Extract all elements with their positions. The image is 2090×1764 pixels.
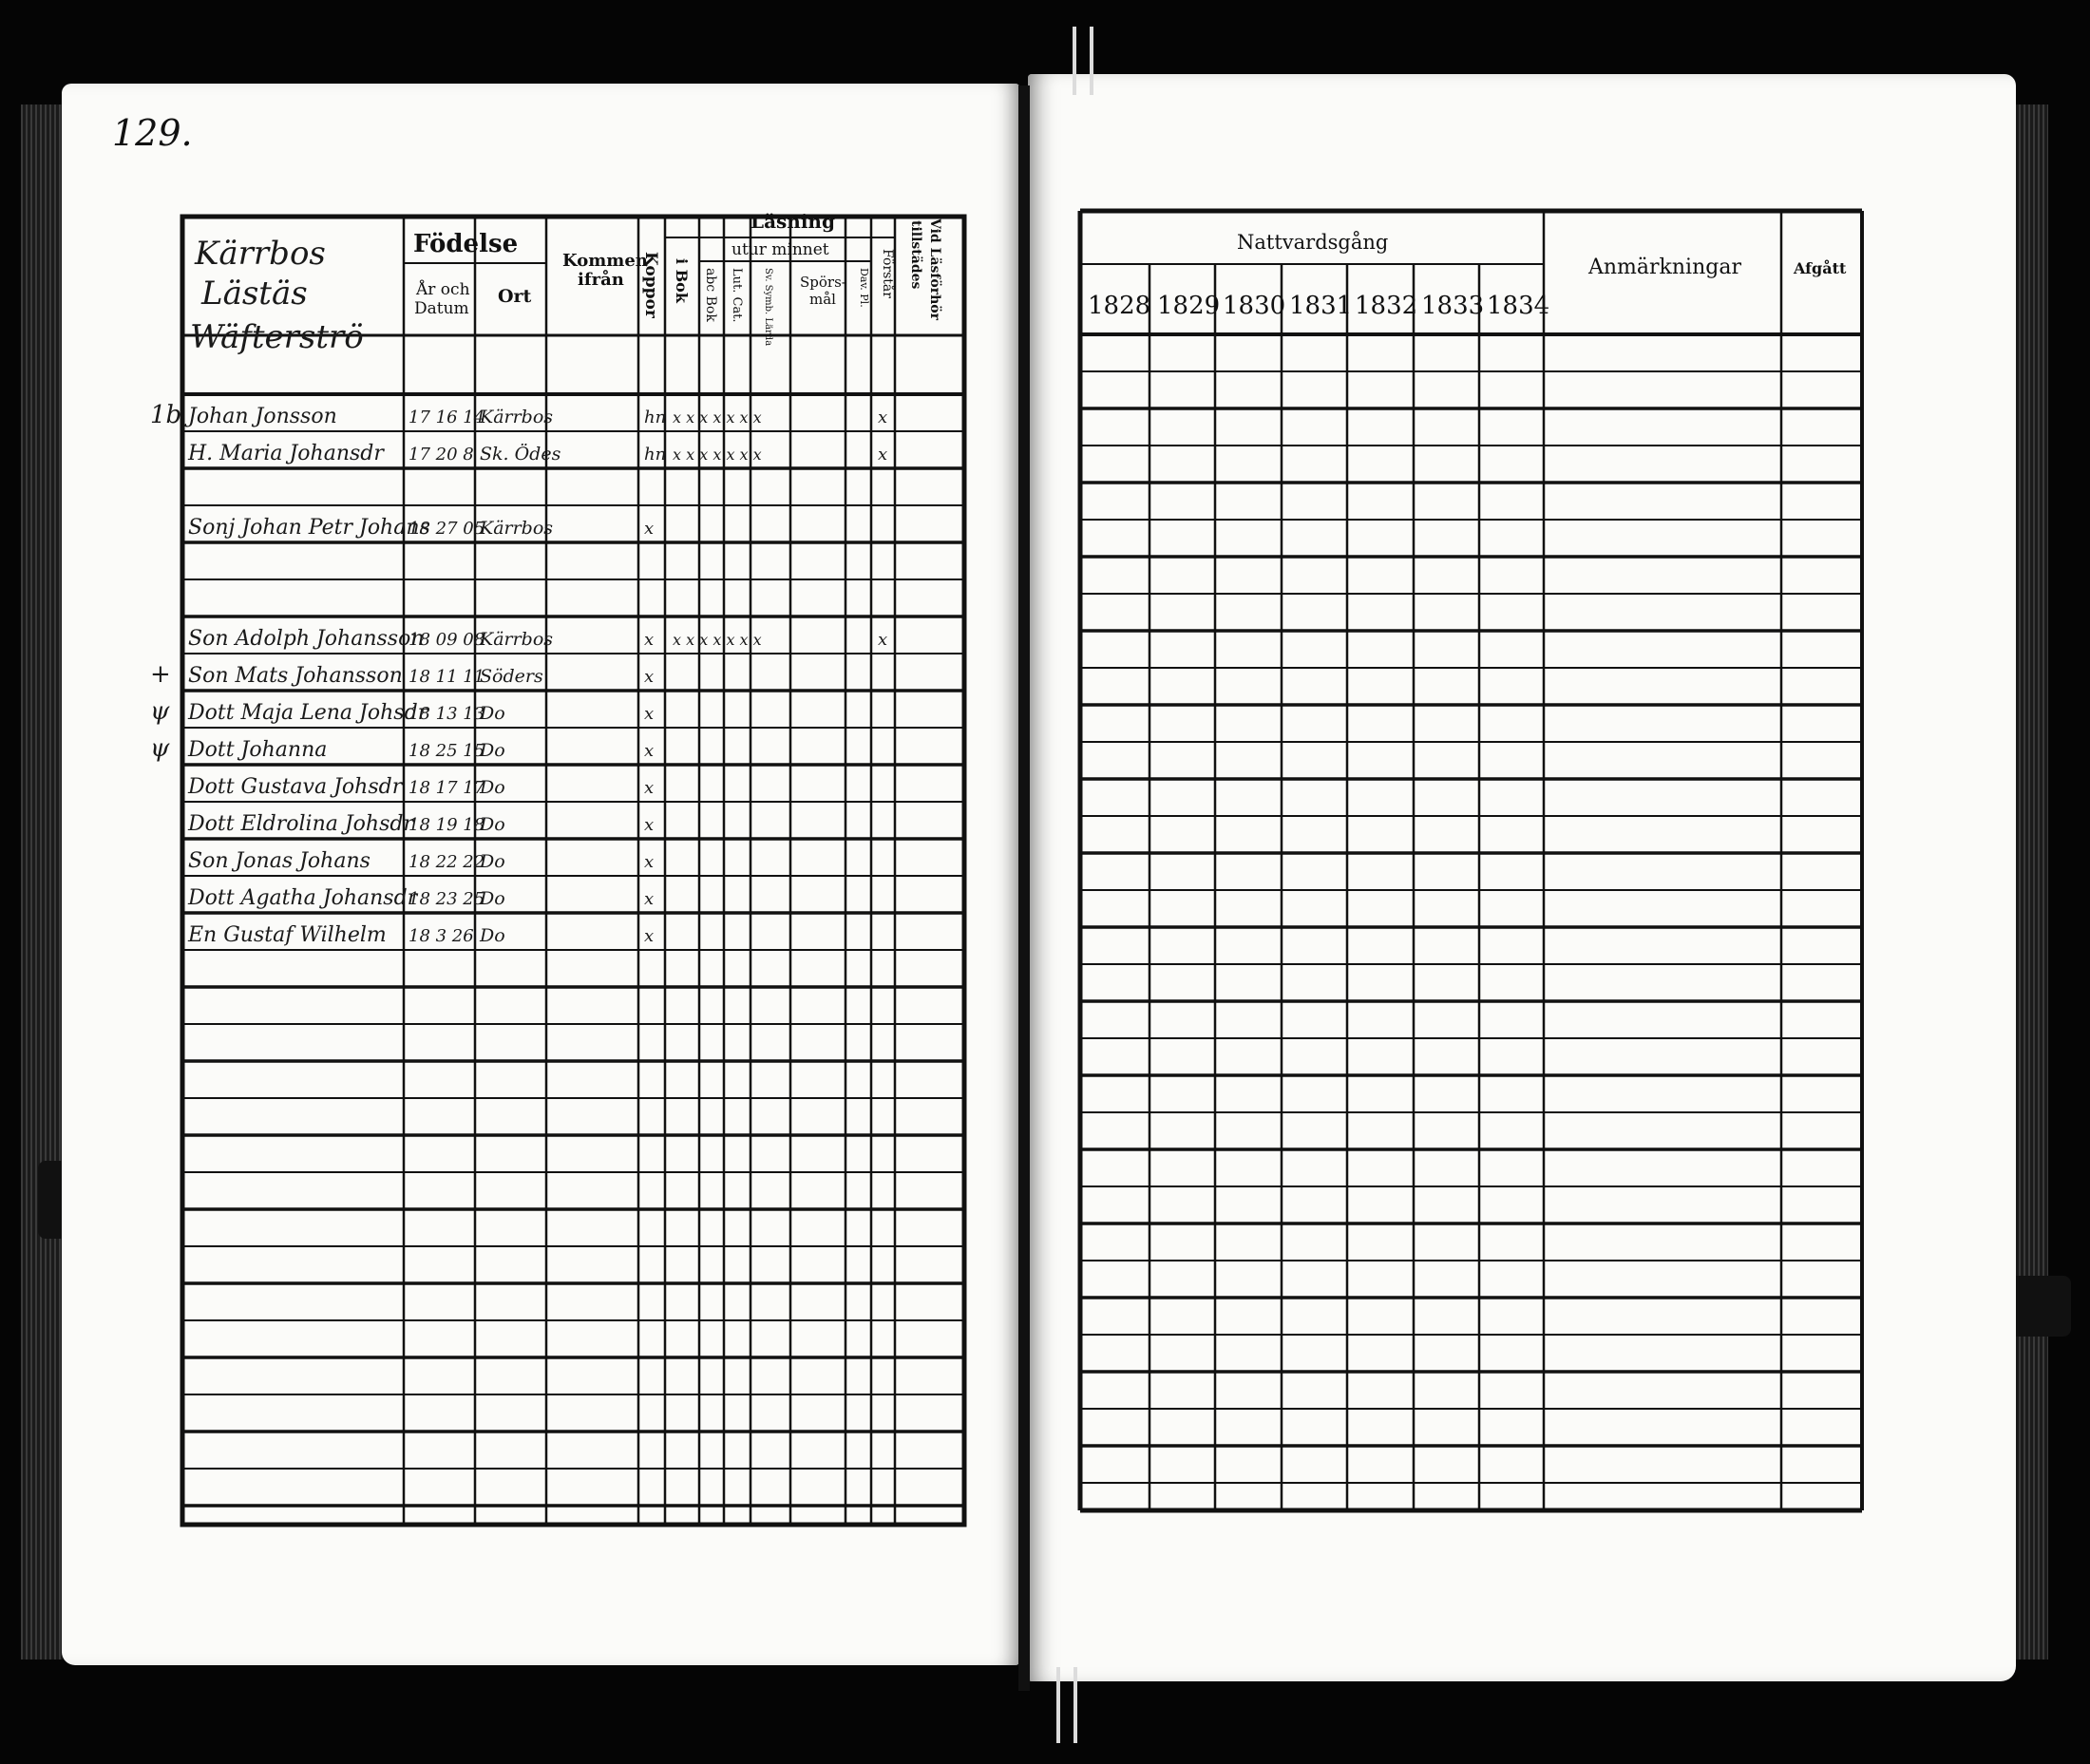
entry-koppor: x (644, 852, 655, 872)
entry-place: Do (480, 888, 505, 909)
entry-koppor: x (644, 741, 655, 761)
entry-koppor: x (644, 630, 655, 650)
entry-date: 18 13 13 (408, 704, 485, 724)
entry-date: 17 20 8 (408, 445, 474, 465)
year-header: 1833 (1421, 292, 1485, 320)
entry-reading-marks: x x x x x x x (673, 631, 762, 649)
entry-name: Johan Jonsson (188, 405, 337, 428)
header-sv-symb: Sv. Symb. Lärda (763, 268, 773, 347)
right-ledger-grid (1080, 211, 1862, 1510)
entry-koppor: hn (644, 445, 667, 465)
entry-place: Do (480, 777, 505, 798)
header-i-bok: i Bok (673, 258, 691, 303)
place-heading-line: Wäfterströ (190, 318, 364, 356)
entry-date: 18 22 22 (408, 852, 485, 872)
entry-koppor: x (644, 667, 655, 687)
entry-date: 17 16 14 (408, 408, 485, 427)
entry-reading-marks: x x x x x x x (673, 446, 762, 464)
header-kommen: Kommen (562, 251, 648, 271)
header-koppor: Koppor (641, 252, 660, 318)
entry-place: Sk. Ödes (480, 444, 561, 465)
header-lasning: Läsning (750, 210, 835, 233)
entry-name: Dott Johanna (188, 738, 328, 762)
header-afgatt: Afgått (1794, 259, 1847, 277)
entry-name: Son Adolph Johansson (188, 627, 425, 651)
entry-place: Kärrbos (480, 407, 554, 427)
entry-place: Do (480, 703, 505, 724)
entry-name: Dott Agatha Johansdr (188, 886, 418, 910)
header-ifran: ifrån (578, 270, 624, 290)
header-datum: Datum (414, 299, 469, 318)
header-dav-pl: Dav. Pl. (858, 268, 870, 308)
entry-name: Dott Gustava Johsdr (188, 775, 403, 799)
year-headers (1088, 292, 1549, 320)
entry-forstar: x (878, 445, 888, 465)
header-ar-och: År och (416, 280, 470, 299)
entry-place: Kärrbos (480, 518, 554, 539)
entry-place: Do (480, 851, 505, 872)
margin-mark: ψ (150, 734, 170, 763)
header-forstar: Förstår (880, 249, 895, 298)
entry-reading-marks: x x x x x x x (673, 408, 762, 427)
entry-place: Söders (480, 666, 543, 687)
entry-name: Son Mats Johansson (188, 664, 403, 688)
header-utur-minnet: utur minnet (732, 240, 829, 259)
entry-date: 18 11 11 (408, 667, 485, 687)
entry-place: Do (480, 925, 505, 946)
header-ort: Ort (498, 286, 532, 307)
margin-mark: 1b (150, 401, 182, 429)
margin-mark: + (150, 660, 171, 689)
entry-name: Dott Maja Lena Johsdr (188, 701, 428, 725)
header-lut-cat: Lut. Cat. (730, 268, 744, 323)
header-anmarkningar: Anmärkningar (1588, 256, 1741, 279)
entry-date: 18 19 18 (408, 815, 485, 835)
header-vid-lasforhor: Vid Läsförhör (927, 218, 942, 321)
entry-place: Kärrbos (480, 629, 554, 650)
place-heading-line: Kärrbos (195, 235, 326, 273)
year-header: 1834 (1487, 292, 1550, 320)
year-header: 1828 (1088, 292, 1151, 320)
year-header: 1831 (1289, 292, 1353, 320)
header-nattvardsgang: Nattvardsgång (1237, 231, 1389, 254)
entry-name: En Gustaf Wilhelm (188, 923, 387, 947)
entry-date: 18 25 15 (408, 741, 485, 761)
entry-koppor: x (644, 815, 655, 835)
entry-name: H. Maria Johansdr (188, 442, 384, 465)
entry-place: Do (480, 814, 505, 835)
entry-date: 18 23 25 (408, 889, 485, 909)
year-header: 1830 (1223, 292, 1286, 320)
entry-koppor: hn (644, 408, 667, 427)
header-fodelse: Födelse (413, 230, 519, 258)
entry-koppor: x (644, 704, 655, 724)
header-mal: mål (809, 291, 836, 308)
entry-name: Sonj Johan Petr Johans (188, 516, 430, 540)
entry-date: 18 3 26 (408, 926, 474, 946)
header-tillstades: tillstädes (908, 220, 923, 290)
right-headers (1237, 231, 1847, 279)
entry-forstar: x (878, 630, 888, 650)
header-spors: Spörs- (800, 274, 846, 291)
entry-forstar: x (878, 408, 888, 427)
entry-name: Son Jonas Johans (188, 849, 370, 873)
entry-koppor: x (644, 889, 655, 909)
year-header: 1832 (1355, 292, 1418, 320)
margin-mark: ψ (150, 697, 170, 726)
entry-date: 18 17 17 (408, 778, 485, 798)
entry-name: Dott Eldrolina Johsdr (188, 812, 413, 836)
page-number: 129. (112, 112, 193, 154)
year-header: 1829 (1157, 292, 1221, 320)
place-heading-line: Lästäs (201, 275, 308, 313)
entry-date: 18 27 05 (408, 519, 485, 539)
entry-koppor: x (644, 778, 655, 798)
header-abc-bok: abc Bok (703, 268, 718, 322)
entry-koppor: x (644, 926, 655, 946)
entry-koppor: x (644, 519, 655, 539)
entry-date: 18 09 08 (408, 630, 485, 650)
entry-place: Do (480, 740, 505, 761)
